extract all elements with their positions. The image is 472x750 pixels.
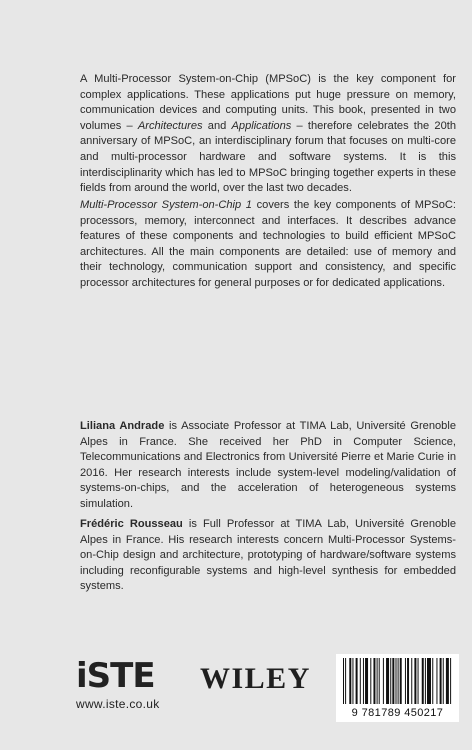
iste-url: www.iste.co.uk [76,697,160,711]
author-bio-2 [80,517,456,595]
author-name: Frédéric Rousseau [80,518,183,530]
author-bio-text: is Associate Professor at TIMA Lab, Université Grenoble Alpes in France. She received her PhD in Computer Science, Telecommunications and Electronics from Université Pierre et Marie Curie in 2016. Her research interests include system-level modeling/validation of systems-on-chips, and the acceleration of heterogeneous systems simulation. [80,420,456,510]
author-name: Liliana Andrade [80,420,165,432]
wiley-logo: WILEY [200,662,311,695]
description-text: covers the key components of MPSoC: processors, memory, interconnect and interfaces. It describes advance features of these components and technologies to build efficient MPSoC architectures. All the main components are detailed: use of memory and their technology, communication support and consistency, and specific processor architectures for general purposes or for dedicated applications. [80,199,457,289]
iste-wordmark: iSTE [76,656,155,696]
barcode-bars [341,658,454,706]
author-bio-text: is Full Professor at TIMA Lab, Université Grenoble Alpes in France. His research interests concern Multi-Processor Systems-on-Chip design and architecture, prototyping of hardware/software systems including reconfigurable systems and high-level synthesis for embedded systems. [80,518,456,593]
isbn-number: 9 781789 450217 [351,707,444,719]
conjunction: and [207,119,227,132]
volume-2-title: Applications [231,119,292,132]
description-paragraph-2 [80,198,456,292]
book-title: Multi-Processor System-on-Chip 1 [80,199,252,211]
description-text: – therefore celebrates the 20th anniversary of MPSoC, an interdisciplinary forum that focuses on multi-core and multi-processor hardware and software systems. It is this interdisciplinarity which has led to MPSoC bringing together experts in these fields from around the world, over the last two decades. [80,119,456,195]
description-paragraph-1 [80,72,456,197]
volume-1-title: Architectures [137,119,203,132]
barcode [336,654,459,722]
author-bio-1 [80,419,456,513]
description-text: A Multi-Processor System-on-Chip (MPSoC) is the key component for complex applications. These applications put huge pressure on memory, communication devices and computing units. This book, presented in two volumes – [80,73,456,132]
iste-logo [76,656,176,711]
